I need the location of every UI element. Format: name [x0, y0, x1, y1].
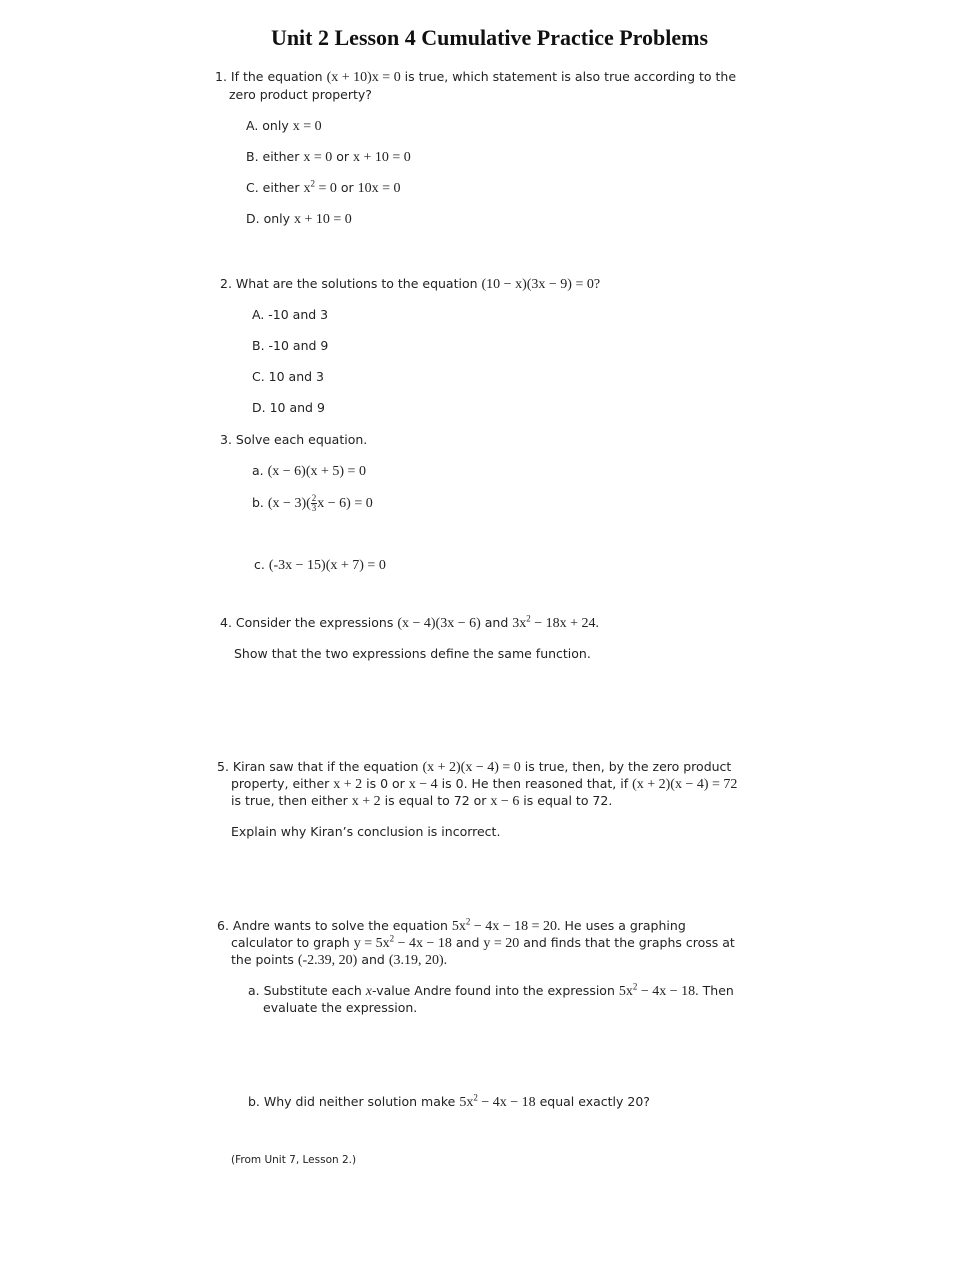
q3-part-a: a. (x − 6)(x + 5) = 0 [252, 463, 366, 479]
q6-part-b: b. Why did neither solution make $5x^2 - 4x - 18$ equal exactly 20? [248, 1092, 650, 1110]
source-footnote: (From Unit 7, Lesson 2.) [231, 1154, 357, 1166]
q3-prompt: 3. Solve each equation. [220, 432, 368, 447]
q3-part-b: b. (x − 3)( $\frac{2}{3}$ x − 6) = 0 [252, 493, 373, 513]
q2-option-b: B. -10 and 9 [252, 338, 329, 353]
q5-line1: 5. Kiran saw that if the equation (x + 2)(x − 4) = 0 is true, then, by the zero product [217, 759, 732, 775]
q6-line3: the points (-2.39, 20) and (3.19, 20). [231, 952, 448, 968]
q1-option-d: D. only x + 10 = 0 [246, 211, 352, 227]
fraction-two-thirds: $\frac{2}{3}$ [311, 493, 317, 513]
q1-option-c: C. either $x^2 = 0$ or 10x = 0 [246, 178, 401, 196]
q1-prompt-line2: zero product property? [229, 87, 372, 102]
q6-line1: 6. Andre wants to solve the equation $5x^2 - 4x - 18 = 20$. He uses a graphing [217, 916, 686, 934]
q1-option-a: A. only x = 0 [246, 118, 322, 134]
q2-option-c: C. 10 and 3 [252, 369, 324, 384]
q6-line2: calculator to graph $y = 5x^2 - 4x - 18$ and y = 20 and finds that the graphs cross at [231, 933, 735, 951]
q5-line2: property, either x + 2 is 0 or x − 4 is 0. He then reasoned that, if (x + 2)(x − 4) = 72 [231, 776, 738, 792]
q2-option-a: A. -10 and 3 [252, 307, 329, 322]
q4-instruction: Show that the two expressions define the same function. [234, 646, 591, 661]
q3-part-c: c. (-3x − 15)(x + 7) = 0 [254, 557, 386, 573]
q6-part-a-line1: a. Substitute each x-value Andre found into the expression $5x^2 - 4x - 18$. Then [248, 981, 734, 999]
q4-prompt: 4. Consider the expressions (x − 4)(3x − 6) and $3x^2 - 18x + 24$. [220, 613, 600, 631]
q1-option-b: B. either x = 0 or x + 10 = 0 [246, 149, 411, 165]
q2-option-d: D. 10 and 9 [252, 400, 325, 415]
q1-prompt-line1: 1. If the equation (x + 10)x = 0 is true, which statement is also true according to the [215, 69, 737, 85]
q5-instruction: Explain why Kiran’s conclusion is incorrect. [231, 824, 501, 839]
q6-part-a-line2: evaluate the expression. [263, 1000, 418, 1015]
q2-prompt: 2. What are the solutions to the equation (10 − x)(3x − 9) = 0? [220, 276, 601, 292]
page-title: Unit 2 Lesson 4 Cumulative Practice Problems [270, 25, 709, 50]
q5-line3: is true, then either x + 2 is equal to 72 or x − 6 is equal to 72. [231, 793, 613, 809]
